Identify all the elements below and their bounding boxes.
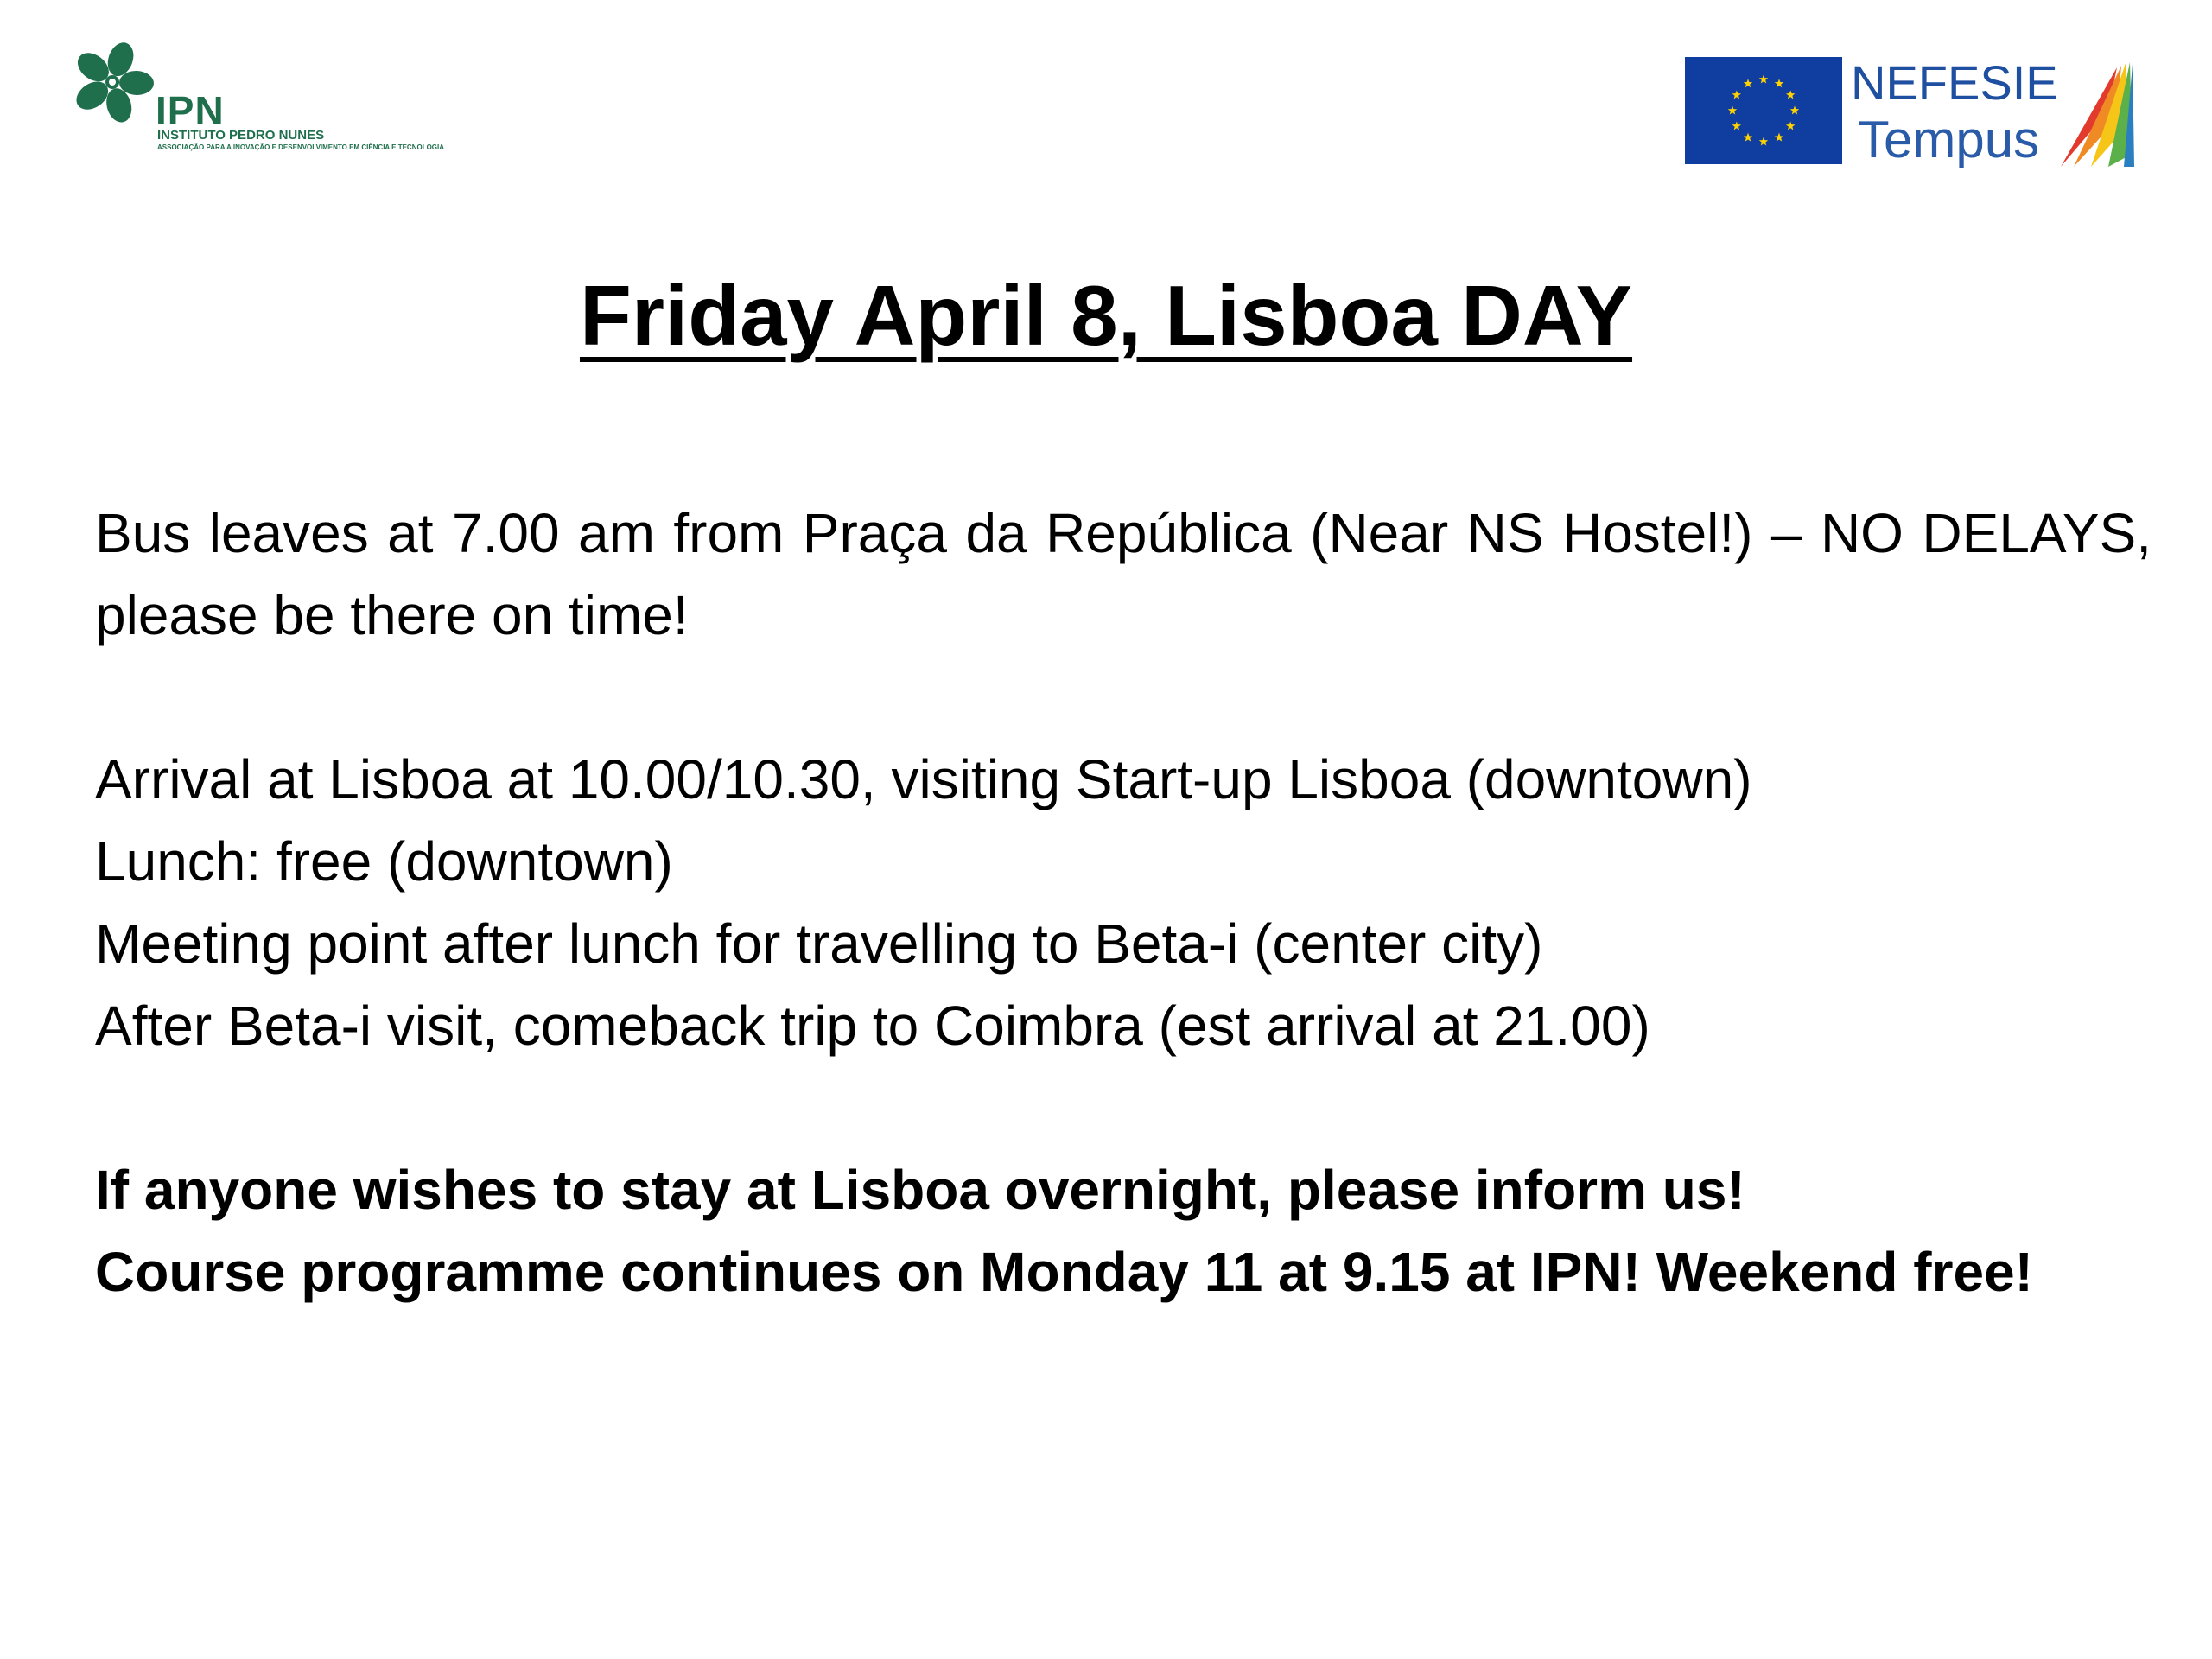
schedule-list xyxy=(95,739,2152,1067)
nefesie-logo-name: NEFESIE xyxy=(1851,55,2058,110)
slide-body xyxy=(95,493,2152,1313)
schedule-item: After Beta-i visit, comeback trip to Coimbra (est arrival at 21.00) xyxy=(95,995,1650,1057)
page-title xyxy=(0,264,2212,367)
tempus-swoosh-icon xyxy=(2056,59,2134,171)
page-title-text: Friday April 8, Lisboa DAY xyxy=(579,268,1633,363)
overnight-notice: If anyone wishes to stay at Lisboa overnight, please inform us! xyxy=(95,1159,1745,1221)
eu-flag-icon xyxy=(1685,57,1842,164)
departure-paragraph: Bus leaves at 7.00 am from Praça da República (Near NS Hostel!) – NO DELAYS, please be there on time! xyxy=(95,502,2152,646)
ipn-flower-icon xyxy=(69,39,156,125)
schedule-item: Arrival at Lisboa at 10.00/10.30, visiting Start-up Lisboa (downtown) xyxy=(95,748,1752,810)
ipn-logo xyxy=(69,39,518,168)
course-programme-notice: Course programme continues on Monday 11 at 9.15 at IPN! Weekend free! xyxy=(95,1241,2033,1303)
spacer xyxy=(95,1067,2152,1149)
schedule-item: Lunch: free (downtown) xyxy=(95,830,673,893)
nefesie-tempus-logo xyxy=(1685,52,2134,181)
ipn-logo-name: IPN xyxy=(156,88,225,133)
spacer xyxy=(95,657,2152,739)
ipn-logo-subtitle: INSTITUTO PEDRO NUNES xyxy=(157,128,325,143)
tempus-logo-name: Tempus xyxy=(1858,111,2040,168)
ipn-logo-tagline: ASSOCIAÇÃO PARA A INOVAÇÃO E DESENVOLVIMENTO EM CIÊNCIA E TECNOLOGIA xyxy=(157,143,445,151)
schedule-item: Meeting point after lunch for travelling to Beta-i (center city) xyxy=(95,912,1543,975)
